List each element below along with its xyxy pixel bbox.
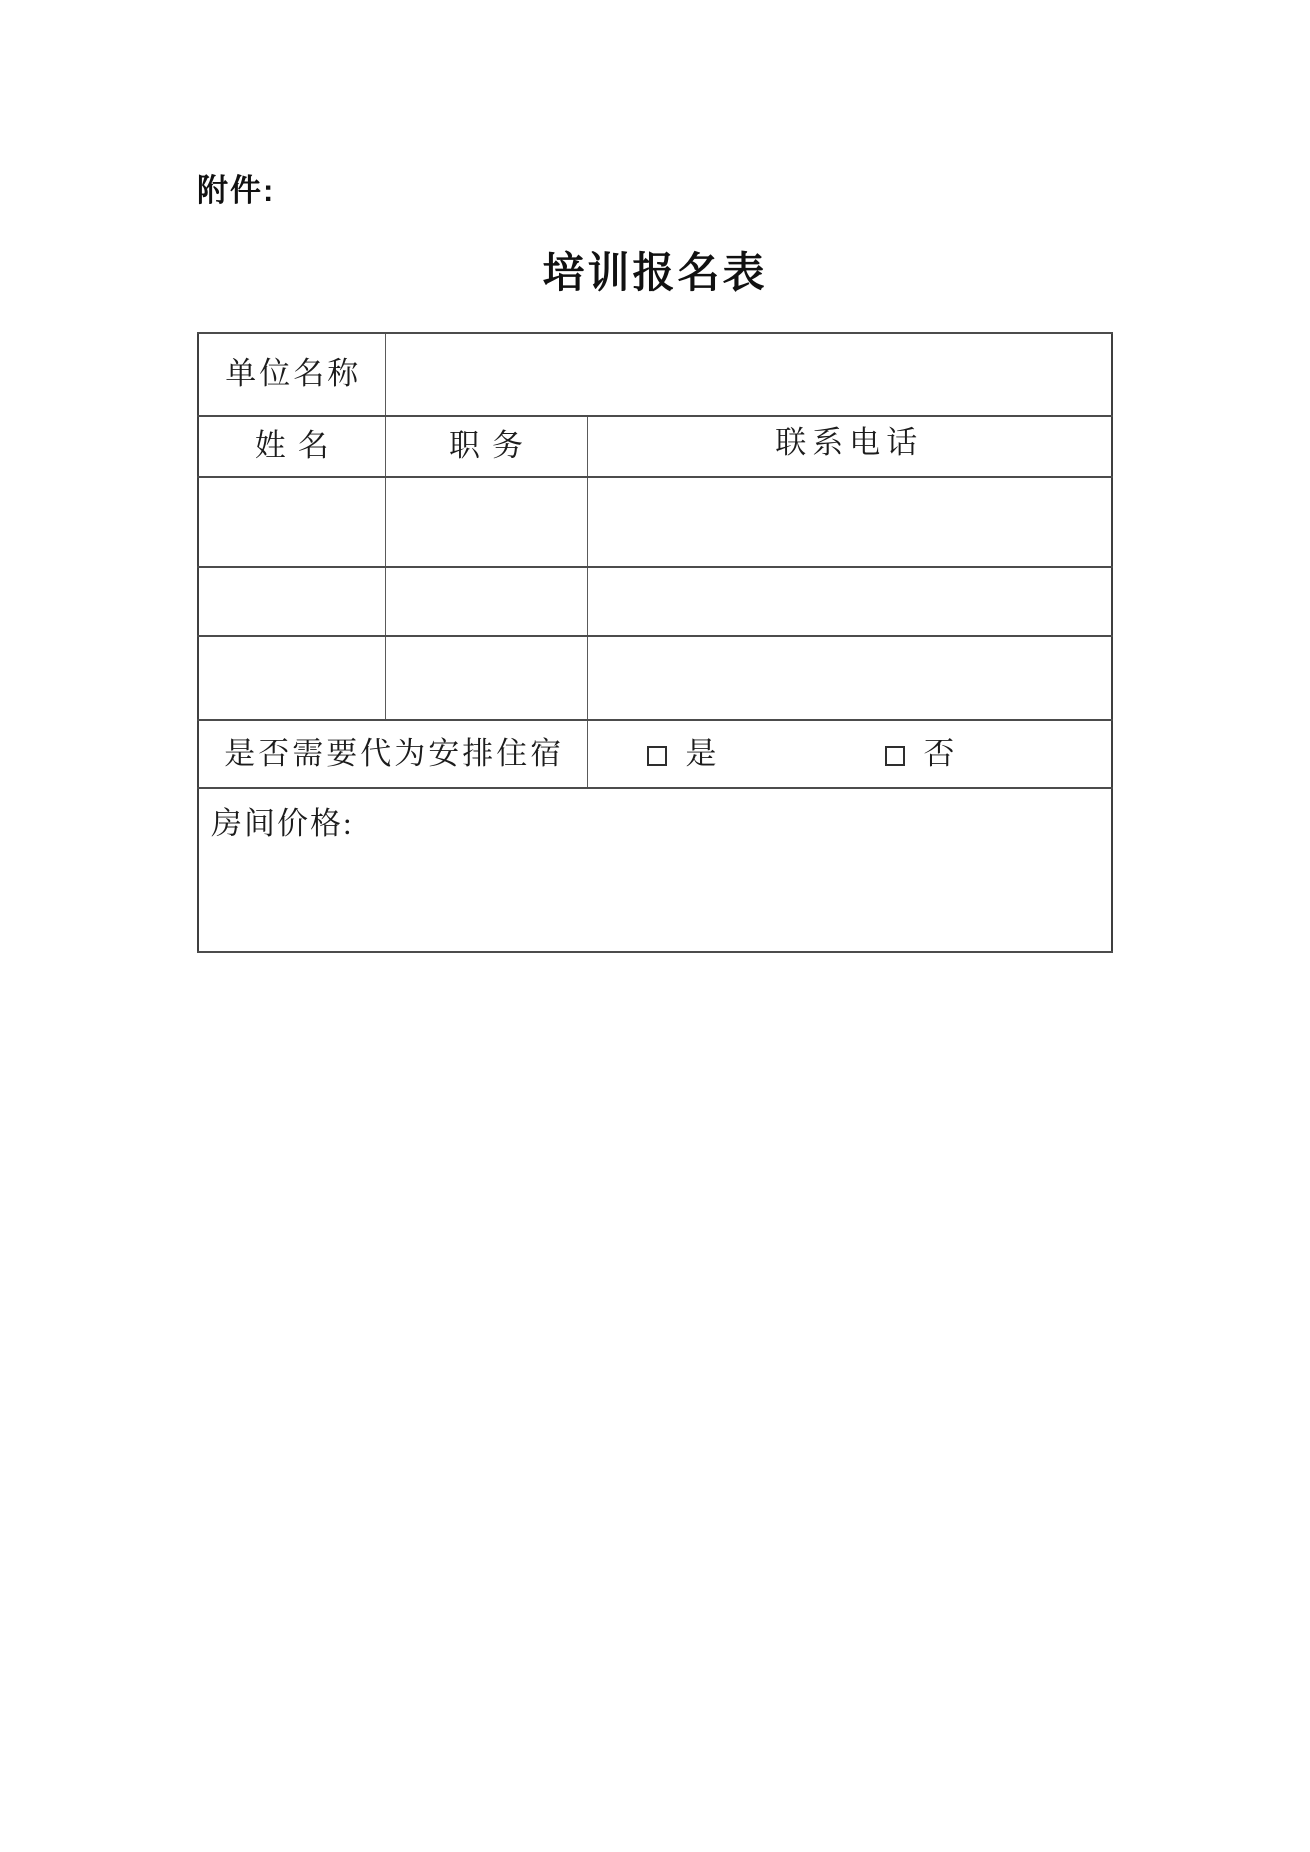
phone-input-cell[interactable] <box>587 636 1112 720</box>
checkbox-yes-icon[interactable] <box>647 746 667 766</box>
position-input-cell[interactable] <box>385 567 587 636</box>
accommodation-option-no[interactable] <box>885 735 955 774</box>
table-row-unit-name <box>198 333 1112 416</box>
phone-input-cell[interactable] <box>587 477 1112 567</box>
room-price-input-cell[interactable] <box>198 788 1112 952</box>
table-row-accommodation <box>198 720 1112 788</box>
accommodation-no-label: 否 <box>923 735 955 771</box>
phone-input-cell[interactable] <box>587 567 1112 636</box>
checkbox-no-icon[interactable] <box>885 746 905 766</box>
accommodation-option-yes[interactable] <box>647 735 717 774</box>
unit-name-input-cell[interactable] <box>385 333 1112 416</box>
table-row-column-headers <box>198 416 1112 477</box>
accommodation-label: 是否需要代为安排住宿 <box>198 720 587 788</box>
column-header-phone <box>587 416 1112 477</box>
registration-form-table <box>197 332 1113 953</box>
page-title: 培训报名表 <box>542 249 768 296</box>
accommodation-options <box>588 735 1112 774</box>
position-input-cell[interactable] <box>385 477 587 567</box>
name-input-cell[interactable] <box>198 636 385 720</box>
table-row-attendee-3 <box>198 636 1112 720</box>
name-input-cell[interactable] <box>198 567 385 636</box>
table-row-attendee-2 <box>198 567 1112 636</box>
attachment-label: 附件: <box>197 173 276 208</box>
accommodation-yes-label: 是 <box>685 735 717 771</box>
unit-name-label: 单位名称 <box>198 333 385 416</box>
table-row-attendee-1 <box>198 477 1112 567</box>
column-header-position: 职务 <box>385 416 587 477</box>
name-input-cell[interactable] <box>198 477 385 567</box>
position-input-cell[interactable] <box>385 636 587 720</box>
column-header-name: 姓名 <box>198 416 385 477</box>
accommodation-options-cell <box>587 720 1112 788</box>
table-row-room-price <box>198 788 1112 952</box>
room-price-label: 房间价格: <box>211 806 354 841</box>
column-header-phone-label: 联系电话 <box>775 425 924 461</box>
